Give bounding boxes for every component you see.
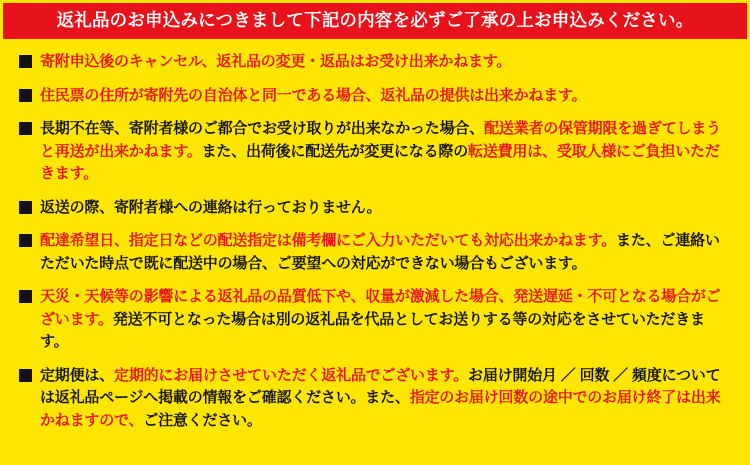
notice-item bbox=[19, 51, 731, 74]
notice-item bbox=[19, 118, 731, 186]
notice-item-text bbox=[40, 230, 731, 275]
notice-header: 返礼品のお申込みにつきまして下記の内容を必ずご了承の上お申込みください。 bbox=[3, 3, 747, 39]
notice-item bbox=[19, 197, 731, 220]
emphasized-text: 天災・天候等の影響による返礼品の品質低下や、収量が激減した場合、発送遅延・不可となる場合がございます。 bbox=[40, 288, 721, 328]
notice-item bbox=[19, 365, 731, 433]
square-bullet-icon bbox=[19, 201, 32, 214]
emphasized-text: 定期的にお届けさせていただく返礼品でございます。 bbox=[114, 366, 469, 384]
normal-text: また、出荷後に配送先が変更になる際の bbox=[201, 142, 469, 160]
notice-item bbox=[19, 286, 731, 354]
notice-item-text bbox=[40, 197, 731, 220]
notice-item-list bbox=[3, 39, 747, 462]
normal-text: 発送不可となった場合は別の返礼品を代品としてお送りする等の対応をさせていただきます。 bbox=[40, 310, 705, 350]
normal-text: ご注意ください。 bbox=[143, 411, 262, 429]
normal-text: 返送の際、寄附者様への連絡は行っておりません。 bbox=[40, 198, 382, 216]
notice-item-text bbox=[40, 118, 731, 186]
square-bullet-icon bbox=[19, 89, 32, 102]
normal-text: 長期不在等、寄附者様のご都合でお受け取りが出来なかった場合、 bbox=[40, 120, 485, 137]
emphasized-text: 配送業者の保管期限を過ぎてしまうと再送が出来かねます。 bbox=[40, 120, 721, 160]
notice-item-text bbox=[40, 85, 731, 108]
square-bullet-icon bbox=[19, 122, 32, 135]
square-bullet-icon bbox=[19, 290, 32, 303]
notice-item bbox=[19, 85, 731, 108]
notice-item-text bbox=[40, 51, 731, 74]
square-bullet-icon bbox=[19, 369, 32, 382]
emphasized-text: 寄附申込後のキャンセル、返礼品の変更・返品はお受け出来かねます。 bbox=[40, 53, 512, 70]
square-bullet-icon bbox=[19, 55, 32, 68]
notice-item-text bbox=[40, 365, 731, 433]
emphasized-text: 指定のお届け回数の途中でのお届け終了は出来かねますので、 bbox=[40, 389, 721, 429]
square-bullet-icon bbox=[19, 234, 32, 247]
emphasized-text: 住民票の住所が寄附先の自治体と同一である場合、返礼品の提供は出来かねます。 bbox=[40, 86, 587, 104]
notice-item bbox=[19, 230, 731, 275]
emphasized-text: 転送費用は、受取人様にご負担いただきます。 bbox=[40, 142, 720, 182]
normal-text: 定期便は、 bbox=[40, 366, 115, 384]
emphasized-text: 配達希望日、指定日などの配送指定は備考欄にご入力いただいても対応出来かねます。 bbox=[40, 232, 617, 249]
normal-text: お届け開始月 ／ 回数 ／ 頻度については返礼品ページへ掲載の情報をご確認ください。また、 bbox=[40, 366, 721, 406]
notice-item-text bbox=[40, 286, 731, 354]
normal-text: また、ご連絡いただいた時点で既に配送中の場合、ご要望への対応ができない場合もございます。 bbox=[40, 232, 720, 272]
